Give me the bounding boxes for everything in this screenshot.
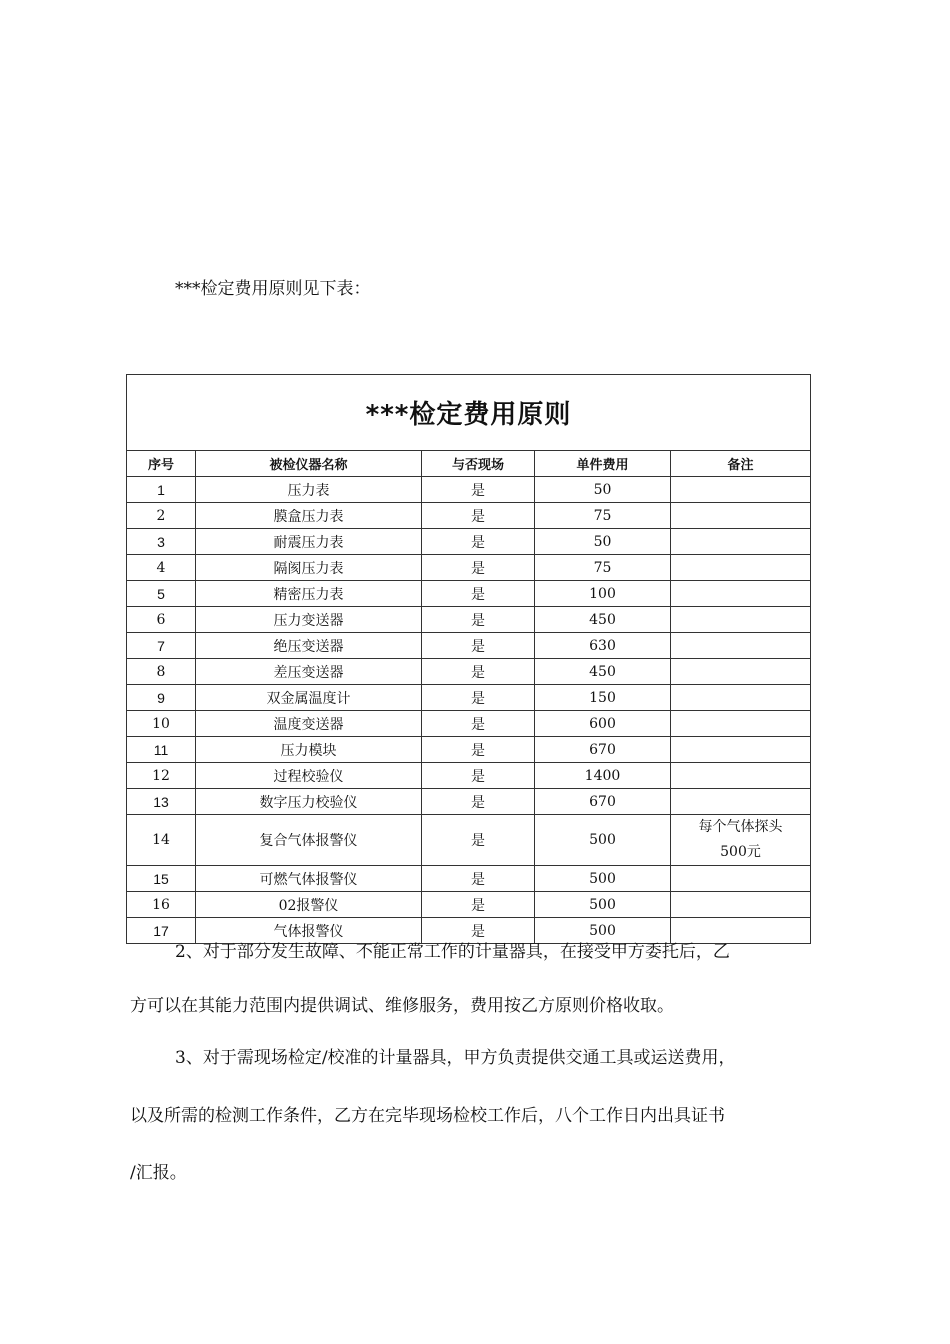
cell-fee: 500 [535,815,671,866]
table-header-row [127,451,811,477]
cell-onsite: 是 [422,892,535,918]
paragraph-2-line-2: 方可以在其能力范围内提供调试、维修服务，费用按乙方原则价格收取。 [130,996,674,1016]
note-line: 每个气体探头 [698,819,783,835]
cell-no: 10 [127,711,196,737]
cell-name: 精密压力表 [196,581,422,607]
cell-fee: 75 [535,503,671,529]
cell-onsite: 是 [422,477,535,503]
cell-note [671,529,811,555]
cell-no: 15 [127,866,196,892]
table-row [127,633,811,659]
header-name: 被检仪器名称 [196,451,422,477]
table-row [127,607,811,633]
table-row [127,763,811,789]
cell-onsite: 是 [422,633,535,659]
table-row [127,581,811,607]
cell-no: 9 [127,685,196,711]
cell-onsite: 是 [422,529,535,555]
cell-fee: 450 [535,607,671,633]
paragraph-3-line-1: 3、对于需现场检定/校准的计量器具，甲方负责提供交通工具或运送费用， [175,1048,736,1068]
cell-no: 2 [127,503,196,529]
cell-name: 02报警仪 [196,892,422,918]
intro-text: ***检定费用原则见下表： [175,279,371,299]
cell-note [671,633,811,659]
table-row [127,918,811,944]
cell-name: 压力变送器 [196,607,422,633]
table-row [127,737,811,763]
table-row [127,711,811,737]
cell-no: 7 [127,633,196,659]
cell-name: 气体报警仪 [196,918,422,944]
table-title: ***检定费用原则 [127,375,811,451]
cell-name: 温度变送器 [196,711,422,737]
cell-name: 可燃气体报警仪 [196,866,422,892]
table-row [127,815,811,866]
cell-fee: 500 [535,892,671,918]
note-line: 500元 [720,844,761,860]
table-row [127,529,811,555]
table-row [127,892,811,918]
cell-onsite: 是 [422,763,535,789]
cell-note [671,892,811,918]
cell-fee: 450 [535,659,671,685]
cell-no: 14 [127,815,196,866]
cell-note [671,763,811,789]
cell-name: 隔阂压力表 [196,555,422,581]
cell-note [671,581,811,607]
header-note: 备注 [671,451,811,477]
cell-name: 过程校验仪 [196,763,422,789]
table-row [127,866,811,892]
cell-fee: 670 [535,789,671,815]
cell-onsite: 是 [422,711,535,737]
cell-no: 13 [127,789,196,815]
fee-table [126,374,811,944]
cell-onsite: 是 [422,815,535,866]
cell-onsite: 是 [422,659,535,685]
paragraph-2-line-1: 2、对于部分发生故障、不能正常工作的计量器具，在接受甲方委托后，乙 [175,942,730,962]
cell-no: 3 [127,529,196,555]
cell-onsite: 是 [422,737,535,763]
cell-fee: 75 [535,555,671,581]
cell-no: 8 [127,659,196,685]
table-row [127,789,811,815]
cell-note [671,711,811,737]
cell-name: 压力表 [196,477,422,503]
cell-fee: 150 [535,685,671,711]
cell-name: 数字压力校验仪 [196,789,422,815]
table-row [127,685,811,711]
cell-fee: 630 [535,633,671,659]
cell-fee: 500 [535,918,671,944]
cell-onsite: 是 [422,789,535,815]
cell-fee: 50 [535,529,671,555]
cell-onsite: 是 [422,866,535,892]
cell-note [671,815,811,866]
table-row [127,503,811,529]
cell-note [671,555,811,581]
cell-onsite: 是 [422,607,535,633]
table-row [127,659,811,685]
cell-fee: 100 [535,581,671,607]
cell-no: 16 [127,892,196,918]
cell-no: 12 [127,763,196,789]
header-no: 序号 [127,451,196,477]
cell-onsite: 是 [422,503,535,529]
table-row [127,477,811,503]
cell-note [671,477,811,503]
cell-no: 1 [127,477,196,503]
cell-note [671,737,811,763]
cell-fee: 1400 [535,763,671,789]
cell-onsite: 是 [422,581,535,607]
cell-no: 17 [127,918,196,944]
cell-note [671,918,811,944]
paragraph-3-line-3: /汇报。 [130,1163,187,1183]
paragraph-3-line-2: 以及所需的检测工作条件，乙方在完毕现场检校工作后，八个工作日内出具证书 [130,1106,725,1126]
cell-name: 压力模块 [196,737,422,763]
cell-note [671,685,811,711]
cell-name: 耐震压力表 [196,529,422,555]
cell-note [671,789,811,815]
cell-fee: 50 [535,477,671,503]
cell-no: 4 [127,555,196,581]
cell-name: 膜盒压力表 [196,503,422,529]
cell-onsite: 是 [422,555,535,581]
cell-name: 差压变送器 [196,659,422,685]
cell-note [671,503,811,529]
header-onsite: 与否现场 [422,451,535,477]
cell-onsite: 是 [422,918,535,944]
cell-note [671,607,811,633]
cell-no: 5 [127,581,196,607]
cell-no: 11 [127,737,196,763]
header-fee: 单件费用 [535,451,671,477]
cell-no: 6 [127,607,196,633]
cell-name: 复合气体报警仪 [196,815,422,866]
cell-note [671,659,811,685]
cell-fee: 670 [535,737,671,763]
table-row [127,555,811,581]
cell-name: 双金属温度计 [196,685,422,711]
cell-name: 绝压变送器 [196,633,422,659]
cell-fee: 600 [535,711,671,737]
cell-onsite: 是 [422,685,535,711]
cell-fee: 500 [535,866,671,892]
cell-note [671,866,811,892]
